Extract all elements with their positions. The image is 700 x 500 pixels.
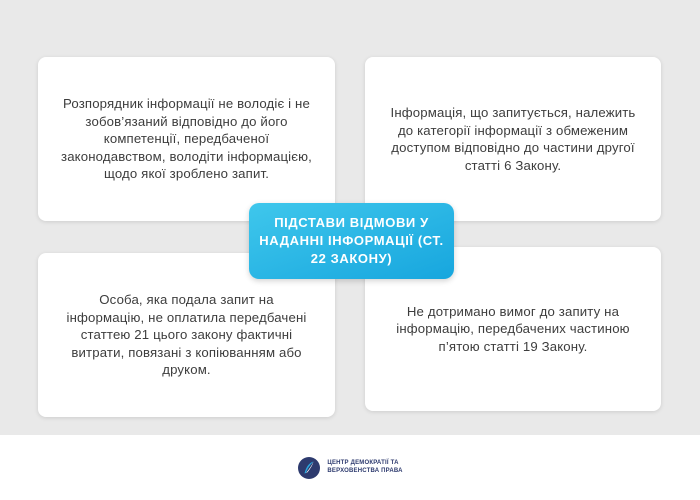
org-name-line-2: ВЕРХОВЕНСТВА ПРАВА <box>327 467 403 474</box>
card-top-left <box>38 57 335 221</box>
quill-pen-icon <box>297 456 321 480</box>
card-top-right <box>365 57 661 221</box>
card-top-left-text: Розпорядник інформації не володіє і не зобов’язаний відповідно до його компетенції, передбаченої законодавством, володіти інформацією, щодо якої зроблено запит. <box>61 96 312 182</box>
org-logo <box>297 456 402 480</box>
center-title: ПІДСТАВИ ВІДМОВИ У НАДАННІ ІНФОРМАЦІЇ (СТ. 22 ЗАКОНУ) <box>259 215 444 266</box>
org-name <box>327 460 402 475</box>
card-bottom-right-text: Не дотримано вимог до запиту на інформацію, передбачених частиною п’ятою статті 19 Закону. <box>396 303 630 354</box>
footer <box>0 435 700 500</box>
center-title-badge <box>249 203 454 279</box>
card-bottom-left-text: Особа, яка подала запит на інформацію, не оплатила передбачені статтею 21 цього закону фактичні витрати, повязані з копіюванням або друком. <box>66 292 307 378</box>
org-name-line-1: ЦЕНТР ДЕМОКРАТІЇ ТА <box>327 460 399 466</box>
card-top-right-text: Інформація, що запитується, належить до категорії інформації з обмеженим доступом відповідно до частини другої статті 6 Закону. <box>390 105 636 173</box>
